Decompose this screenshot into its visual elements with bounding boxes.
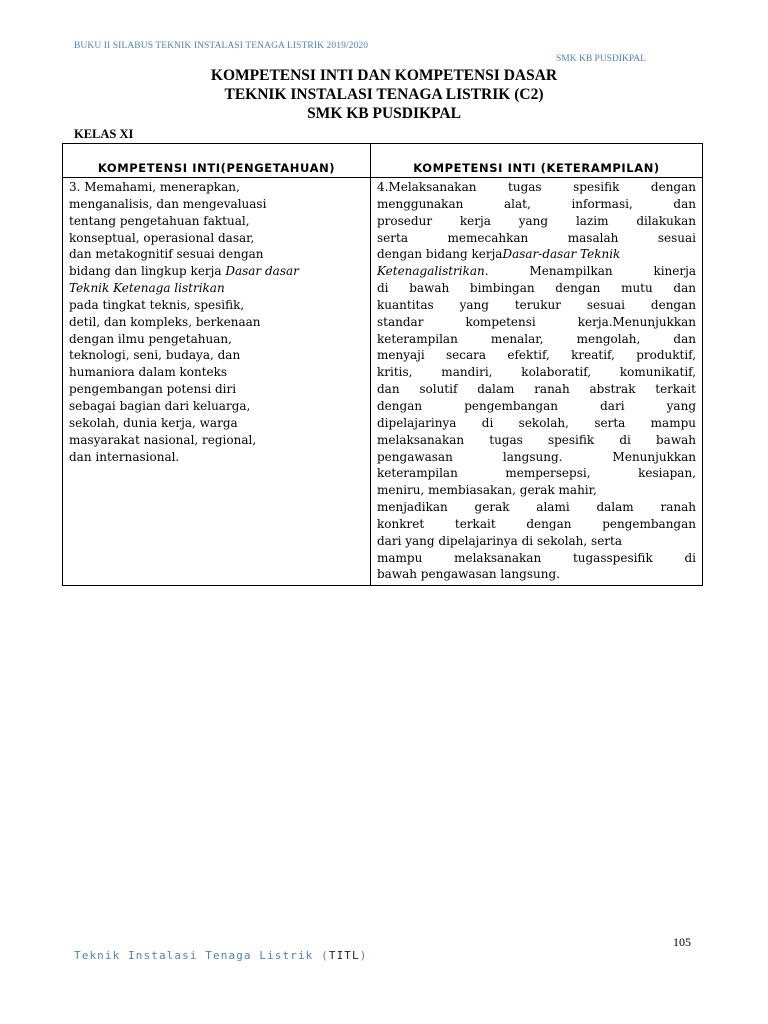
knowledge-text: 3. Memahami, menerapkan, menganalisis, dan mengevaluasi tentang pengetahuan faktual, konseptual, operasional dasar, dan metakognitif sesuai dengan bidang dan lingkup kerja Dasar dasar Teknik Ketenaga listrikan pada tingkat teknis, spesifik, detil, dan kompleks, berkenaan dengan ilmu pengetahuan, teknologi, seni, budaya, dan humaniora dalam konteks pengembangan potensi diri sebagai bagian dari keluarga, sekolah, dunia kerja, warga masyarakat nasional, regional, dan internasional.: [69, 180, 299, 464]
page-title-line-3: SMK KB PUSDIKPAL: [307, 105, 461, 122]
running-header-right: SMK KB PUSDIKPAL: [556, 54, 646, 64]
header-knowledge: KOMPETENSI INTI(PENGETAHUAN): [63, 144, 371, 178]
table-header-row: [63, 144, 703, 178]
header-skills: KOMPETENSI INTI (KETERAMPILAN): [371, 144, 703, 178]
competency-table: [62, 143, 703, 586]
running-header-left: BUKU II SILABUS TEKNIK INSTALASI TENAGA LISTRIK 2019/2020: [74, 41, 369, 51]
running-footer: Teknik Instalasi Tenaga Listrik (TITL): [74, 949, 368, 962]
table-row: [63, 178, 703, 586]
page-title-line-1: KOMPETENSI INTI DAN KOMPETENSI DASAR: [210, 67, 558, 84]
class-label: KELAS XI: [74, 127, 134, 141]
cell-knowledge: [63, 178, 371, 586]
skills-text: 4.Melaksanakan tugas spesifik dengan menggunakan alat, informasi, dan prosedur kerja yang lazim dilakukan serta memecahkan masalah sesuai dengan bidang kerjaDasar-dasar Teknik Ketenagalistrikan. Menampilkan kinerja di bawah bimbingan dengan mutu dan kuantitas yang terukur sesuai dengan standar kompetensi kerja.Menunjukkan keterampilan menalar, mengolah, dan menyaji secara efektif, kreatif, produktif, kritis, mandiri, kolaboratif, komunikatif, dan solutif dalam ranah abstrak terkait dengan pengembangan dari yang dipelajarinya di sekolah, serta mampu melaksanakan tugas spesifik di bawah pengawasan langsung. Menunjukkan keterampilan mempersepsi, kesiapan, meniru, membiasakan, gerak mahir, menjadikan gerak alami dalam ranah konkret terkait dengan pengembangan dari yang dipelajarinya di sekolah, serta mampu melaksanakan tugasspesifik di bawah pengawasan langsung.: [377, 180, 696, 582]
cell-skills: [371, 178, 703, 586]
page-title-line-2: TEKNIK INSTALASI TENAGA LISTRIK (C2): [224, 86, 544, 103]
page-number: 105: [673, 935, 691, 949]
